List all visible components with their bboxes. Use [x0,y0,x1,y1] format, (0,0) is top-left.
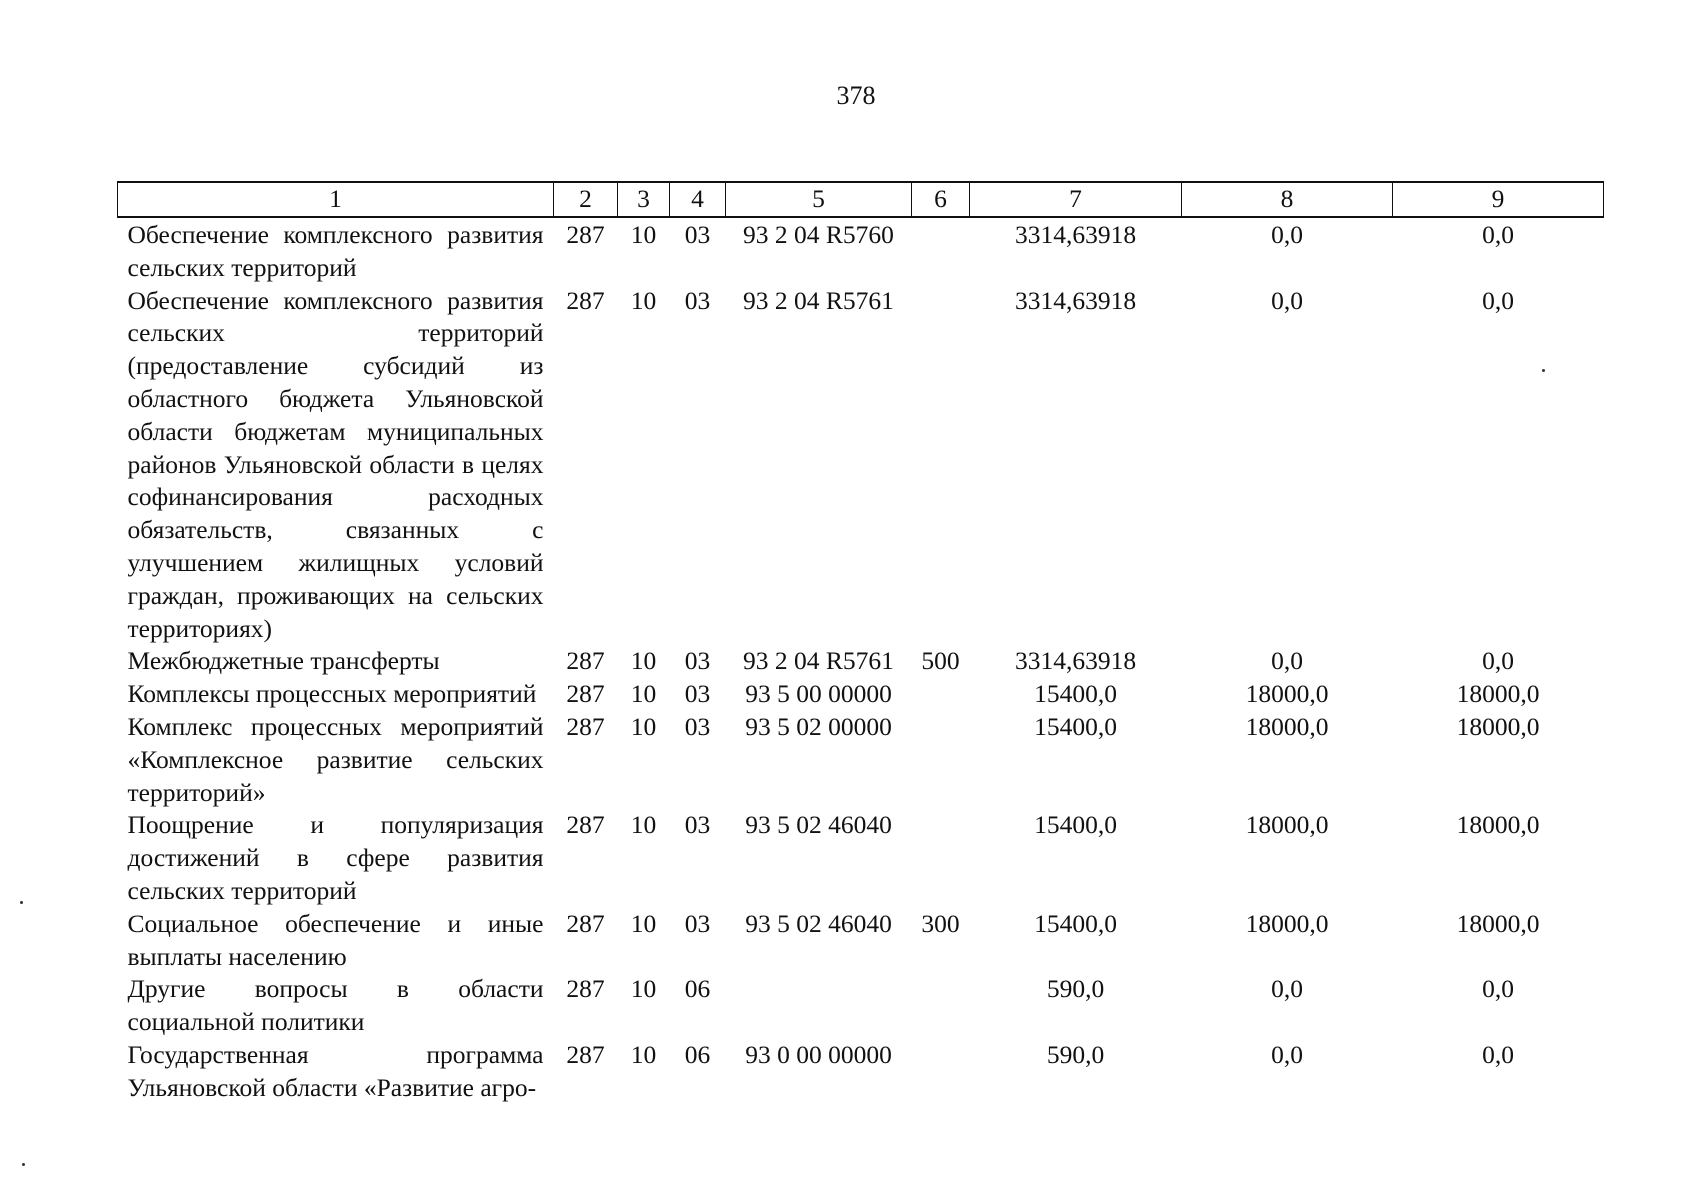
column-header: 8 [1182,182,1393,217]
amount-cell: 18000,0 [1456,711,1540,741]
target-article-cell: 93 0 00 00000 [745,1039,892,1069]
table-row [118,973,1604,1039]
target-article-cell: 93 2 04 R5761 [743,646,894,676]
amount-cell: 0,0 [1482,220,1514,249]
subsection-cell: 03 [684,285,711,315]
admin-code-cell: 287 [566,908,605,938]
amount-cell: 18000,0 [1245,679,1329,709]
page-number: 378 [836,81,876,110]
target-article-cell: 93 2 04 R5761 [743,285,894,315]
amount-cell: 0,0 [1271,1039,1303,1069]
amount-cell: 590,0 [1046,974,1105,1004]
item-name-cell: Государственная программа Ульяновской области «Развитие агро- [127,1039,544,1102]
budget-table [117,181,1604,1105]
item-name-cell: Поощрение и популяризация достижений в сфере развития сельских территорий [127,810,544,905]
target-article-cell [726,973,912,1039]
subsection-cell: 06 [684,1039,711,1069]
table-header [118,182,1604,217]
amount-cell: 18000,0 [1456,679,1540,709]
subsection-cell: 03 [684,711,711,741]
amount-cell: 18000,0 [1245,810,1329,840]
table-row [118,1039,1604,1105]
section-cell: 10 [630,285,657,315]
amount-cell: 0,0 [1482,1039,1514,1069]
admin-code-cell: 287 [566,220,605,249]
item-name-cell: Другие вопросы в области социальной политики [127,974,544,1037]
subsection-cell: 03 [684,646,711,676]
expense-type-cell [912,217,970,285]
table-row [118,711,1604,809]
subsection-cell: 03 [684,220,711,249]
amount-cell: 590,0 [1046,1039,1105,1069]
table-row [118,678,1604,711]
amount-cell: 0,0 [1482,974,1514,1004]
amount-cell: 0,0 [1271,646,1303,676]
expense-type-cell: 300 [921,908,960,938]
target-article-cell: 93 2 04 R5760 [743,220,894,249]
target-article-cell: 93 5 02 46040 [745,810,892,840]
section-cell: 10 [630,646,657,676]
amount-cell: 15400,0 [1034,711,1117,741]
column-header: 3 [618,182,670,217]
amount-cell: 15400,0 [1034,908,1117,938]
column-header: 2 [554,182,618,217]
subsection-cell: 03 [684,908,711,938]
column-header: 5 [726,182,912,217]
subsection-cell: 03 [684,810,711,840]
table-row [118,285,1604,646]
expense-type-cell: 500 [921,646,960,676]
table-row [118,908,1604,974]
section-cell: 10 [630,974,657,1004]
scan-speck [22,1163,25,1166]
scan-speck [1542,369,1545,372]
header-row [118,182,1604,217]
amount-cell: 15400,0 [1034,810,1117,840]
expense-type-cell [912,711,970,809]
column-header: 7 [970,182,1182,217]
expense-type-cell [912,809,970,907]
section-cell: 10 [630,810,657,840]
expense-type-cell [912,973,970,1039]
column-header: 1 [118,182,554,217]
column-header: 9 [1393,182,1604,217]
item-name-cell: Комплекс процессных мероприятий «Комплексное развитие сельских территорий» [127,711,544,807]
amount-cell: 0,0 [1271,285,1303,315]
admin-code-cell: 287 [566,646,605,676]
amount-cell: 3314,63918 [1014,285,1137,315]
target-article-cell: 93 5 02 46040 [745,908,892,938]
subsection-cell: 06 [684,974,711,1004]
table-row [118,217,1604,285]
admin-code-cell: 287 [566,1039,605,1069]
expense-type-cell [912,1039,970,1105]
amount-cell: 18000,0 [1245,711,1329,741]
amount-cell: 15400,0 [1034,679,1117,709]
amount-cell: 0,0 [1271,220,1303,249]
amount-cell: 0,0 [1482,285,1514,315]
amount-cell: 0,0 [1482,646,1514,676]
amount-cell: 18000,0 [1245,908,1329,938]
section-cell: 10 [630,1039,657,1069]
admin-code-cell: 287 [566,974,605,1004]
column-header: 4 [670,182,726,217]
target-article-cell: 93 5 00 00000 [745,679,892,709]
admin-code-cell: 287 [566,679,605,709]
amount-cell: 18000,0 [1456,908,1540,938]
admin-code-cell: 287 [566,810,605,840]
item-name-cell: Обеспечение комплексного развития сельских территорий (предоставление субсидий из областного бюджета Ульяновской области бюджетам муниципальных районов Ульяновской области в целях софинансирования расходных обязательств, связанных с улучшением жилищных условий граждан, проживающих на сельских территориях) [127,285,544,643]
section-cell: 10 [630,679,657,709]
item-name-cell: Социальное обеспечение и иные выплаты населению [127,908,544,971]
amount-cell: 18000,0 [1456,810,1540,840]
admin-code-cell: 287 [566,285,605,315]
section-cell: 10 [630,220,657,249]
item-name-cell: Комплексы процессных мероприятий [127,679,537,709]
table-body [118,217,1604,1105]
amount-cell: 3314,63918 [1014,220,1137,249]
section-cell: 10 [630,908,657,938]
section-cell: 10 [630,711,657,741]
subsection-cell: 03 [684,679,711,709]
item-name-cell: Обеспечение комплексного развития сельских территорий [127,220,544,282]
expense-type-cell [912,285,970,646]
expense-type-cell [912,678,970,711]
item-name-cell: Межбюджетные трансферты [127,646,440,676]
column-header: 6 [912,182,970,217]
amount-cell: 3314,63918 [1014,646,1137,676]
scan-speck [20,901,23,904]
target-article-cell: 93 5 02 00000 [745,711,892,741]
amount-cell: 0,0 [1271,974,1303,1004]
table-row [118,645,1604,678]
table-row [118,809,1604,907]
admin-code-cell: 287 [566,711,605,741]
